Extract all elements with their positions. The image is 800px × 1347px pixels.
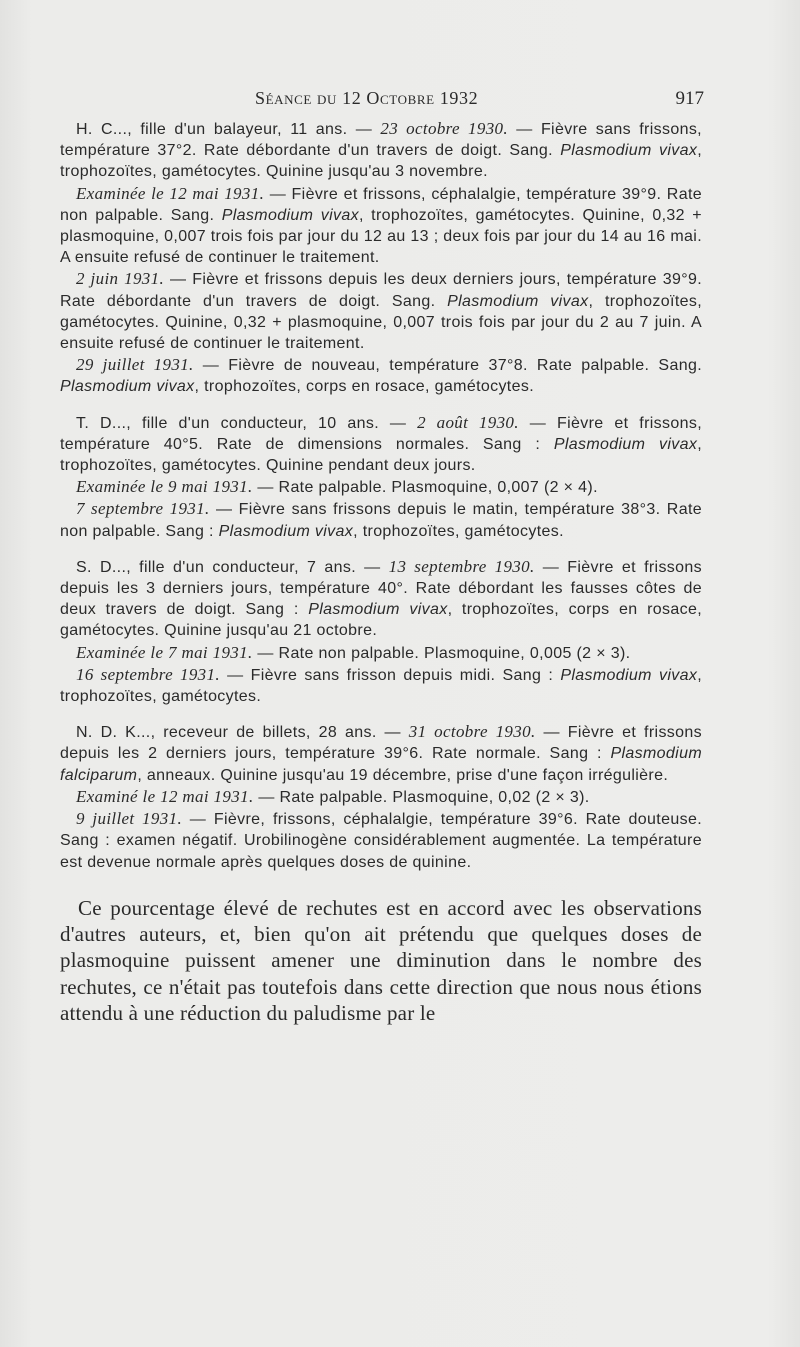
text-segment: , trophozoïtes, gamétocytes. — [60, 666, 703, 706]
date-label: 2 juin 1931. — [76, 269, 165, 289]
case-intro-paragraph — [60, 412, 702, 477]
text-segment: — Fièvre et frissons depuis les deux derniers jours, température 39°9. Rate débordante d'un travers de doigt. Sang. — [60, 271, 703, 310]
text-segment: — Fièvre et frissons, température 40°5. Rate de dimensions normales. Sang : — [60, 414, 702, 453]
case-record — [60, 721, 702, 872]
case-record — [60, 556, 702, 707]
text-segment: — Fièvre et frissons depuis les 3 derniers jours, température 40°. Rate débordant les fausses côtes de deux travers de doigt. Sang : — [60, 558, 702, 619]
text-segment: — Fièvre et frissons depuis les 2 derniers jours, température 39°6. Rate normale. Sang : — [60, 724, 702, 763]
text-segment: , trophozoïtes, gamétocytes. Quinine, 0,32 + plasmoquine, 0,007 trois fois par jour du 12 au 13 ; deux fois par jour du 14 au 16 mai. A ensuite refusé de continuer le traitement. — [60, 206, 702, 267]
conclusion-paragraph: Ce pourcentage élevé de rechutes est en accord avec les observations d'autres auteurs, et, bien qu'on ait prétendu que quelques doses de plasmoquine puissent amener une diminution dans le nombre des rechutes, ce n'était pas toutefois dans cette direction que nous nous étions attendu à une réduction du paludisme par le — [60, 895, 702, 1025]
text-segment: N. D. K..., receveur de billets, 28 ans. — — [76, 724, 409, 742]
text-segment: — Fièvre sans frissons depuis le matin, température 38°3. Rate non palpable. Sang : — [60, 501, 702, 540]
date-label: 9 juillet 1931. — [76, 809, 183, 829]
date-label: Examiné le 12 mai 1931. — [76, 786, 254, 806]
case-followup-paragraph — [60, 808, 702, 873]
case-followup-paragraph — [60, 498, 702, 541]
text-segment: — Rate non palpable. Plasmoquine, 0,005 (2 × 3). — [252, 644, 631, 662]
page-number: 917 — [675, 88, 704, 109]
text-segment: , trophozoïtes, gamétocytes. Quinine, 0,32 + plasmoquine, 0,007 trois fois par jour du 2 au 7 juin. A ensuite refusé de continuer le traitement. — [60, 292, 703, 353]
text-segment: , trophozoïtes, corps en rosace, gamétocytes. Quinine jusqu'au 21 octobre. — [60, 601, 703, 640]
organism-name: Plasmodium vivax — [60, 378, 195, 396]
organism-name: Plasmodium vivax — [221, 206, 359, 224]
case-intro-paragraph — [60, 721, 702, 786]
organism-name: Plasmodium vivax — [447, 292, 589, 310]
case-followup-paragraph — [60, 476, 702, 498]
date-label: 31 octobre 1930. — [408, 722, 536, 742]
organism-name: Plasmodium vivax — [218, 522, 354, 540]
date-label: 23 octobre 1930. — [380, 119, 509, 138]
case-followup-paragraph — [60, 664, 702, 707]
date-label: 13 septembre 1930. — [388, 556, 535, 576]
case-intro-paragraph — [60, 118, 702, 183]
text-segment: S. D..., fille d'un conducteur, 7 ans. — — [76, 558, 389, 576]
case-record — [60, 412, 702, 542]
text-segment: — Fièvre sans frisson depuis midi. Sang : — [220, 666, 561, 684]
text-segment: — Fièvre et frissons, céphalalgie, température 39°9. Rate non palpable. Sang. — [60, 185, 702, 224]
text-segment: H. C..., fille d'un balayeur, 11 ans. — — [76, 121, 381, 138]
text-segment: , trophozoïtes, gamétocytes. Quinine jusqu'au 3 novembre. — [60, 142, 702, 181]
organism-name: Plasmodium falciparum — [60, 745, 702, 784]
case-record — [60, 118, 702, 398]
text-segment: — Rate palpable. Plasmoquine, 0,007 (2 × 4). — [252, 479, 598, 497]
text-segment: T. D..., fille d'un conducteur, 10 ans. — — [76, 414, 418, 432]
case-followup-paragraph — [60, 642, 702, 664]
organism-name: Plasmodium vivax — [560, 666, 698, 684]
text-segment: , trophozoïtes, corps en rosace, gamétocytes. — [194, 378, 534, 396]
case-followup-paragraph — [60, 354, 702, 397]
text-segment: , trophozoïtes, gamétocytes. Quinine pendant deux jours. — [60, 435, 703, 475]
date-label: Examinée le 12 mai 1931. — [76, 183, 265, 203]
date-label: 29 juillet 1931. — [76, 355, 194, 375]
organism-name: Plasmodium vivax — [553, 435, 698, 453]
running-header — [60, 88, 704, 112]
case-intro-paragraph — [60, 556, 702, 642]
text-segment: — Fièvre sans frissons, température 37°2. Rate débordante d'un travers de doigt. Sang. — [60, 121, 702, 160]
date-label: Examinée le 9 mai 1931. — [76, 477, 253, 497]
text-segment: — Rate palpable. Plasmoquine, 0,02 (2 × 3). — [253, 788, 590, 806]
case-followup-paragraph — [60, 786, 702, 808]
case-followup-paragraph — [60, 268, 702, 354]
date-label: 16 septembre 1931. — [76, 664, 220, 684]
case-followup-paragraph — [60, 183, 702, 269]
date-label: 7 septembre 1931. — [76, 499, 210, 519]
text-segment: — Fièvre de nouveau, température 37°8. Rate palpable. Sang. — [193, 357, 702, 375]
date-label: Examinée le 7 mai 1931. — [76, 642, 253, 662]
header-title: Séance du 12 Octobre 1932 — [255, 88, 479, 108]
page-body — [60, 118, 702, 1047]
case-list — [60, 118, 702, 873]
text-segment: , anneaux. Quinine jusqu'au 19 décembre, prise d'une façon irrégulière. — [137, 766, 669, 784]
organism-name: Plasmodium vivax — [308, 601, 448, 619]
text-segment: , trophozoïtes, gamétocytes. — [353, 522, 564, 540]
text-segment: — Fièvre, frissons, céphalalgie, température 39°6. Rate douteuse. Sang : examen négatif. Urobilinogène considérablement augmentée. La température est devenue normale après quelques doses de quinine. — [60, 811, 702, 871]
date-label: 2 août 1930. — [417, 412, 519, 432]
organism-name: Plasmodium vivax — [560, 142, 698, 160]
